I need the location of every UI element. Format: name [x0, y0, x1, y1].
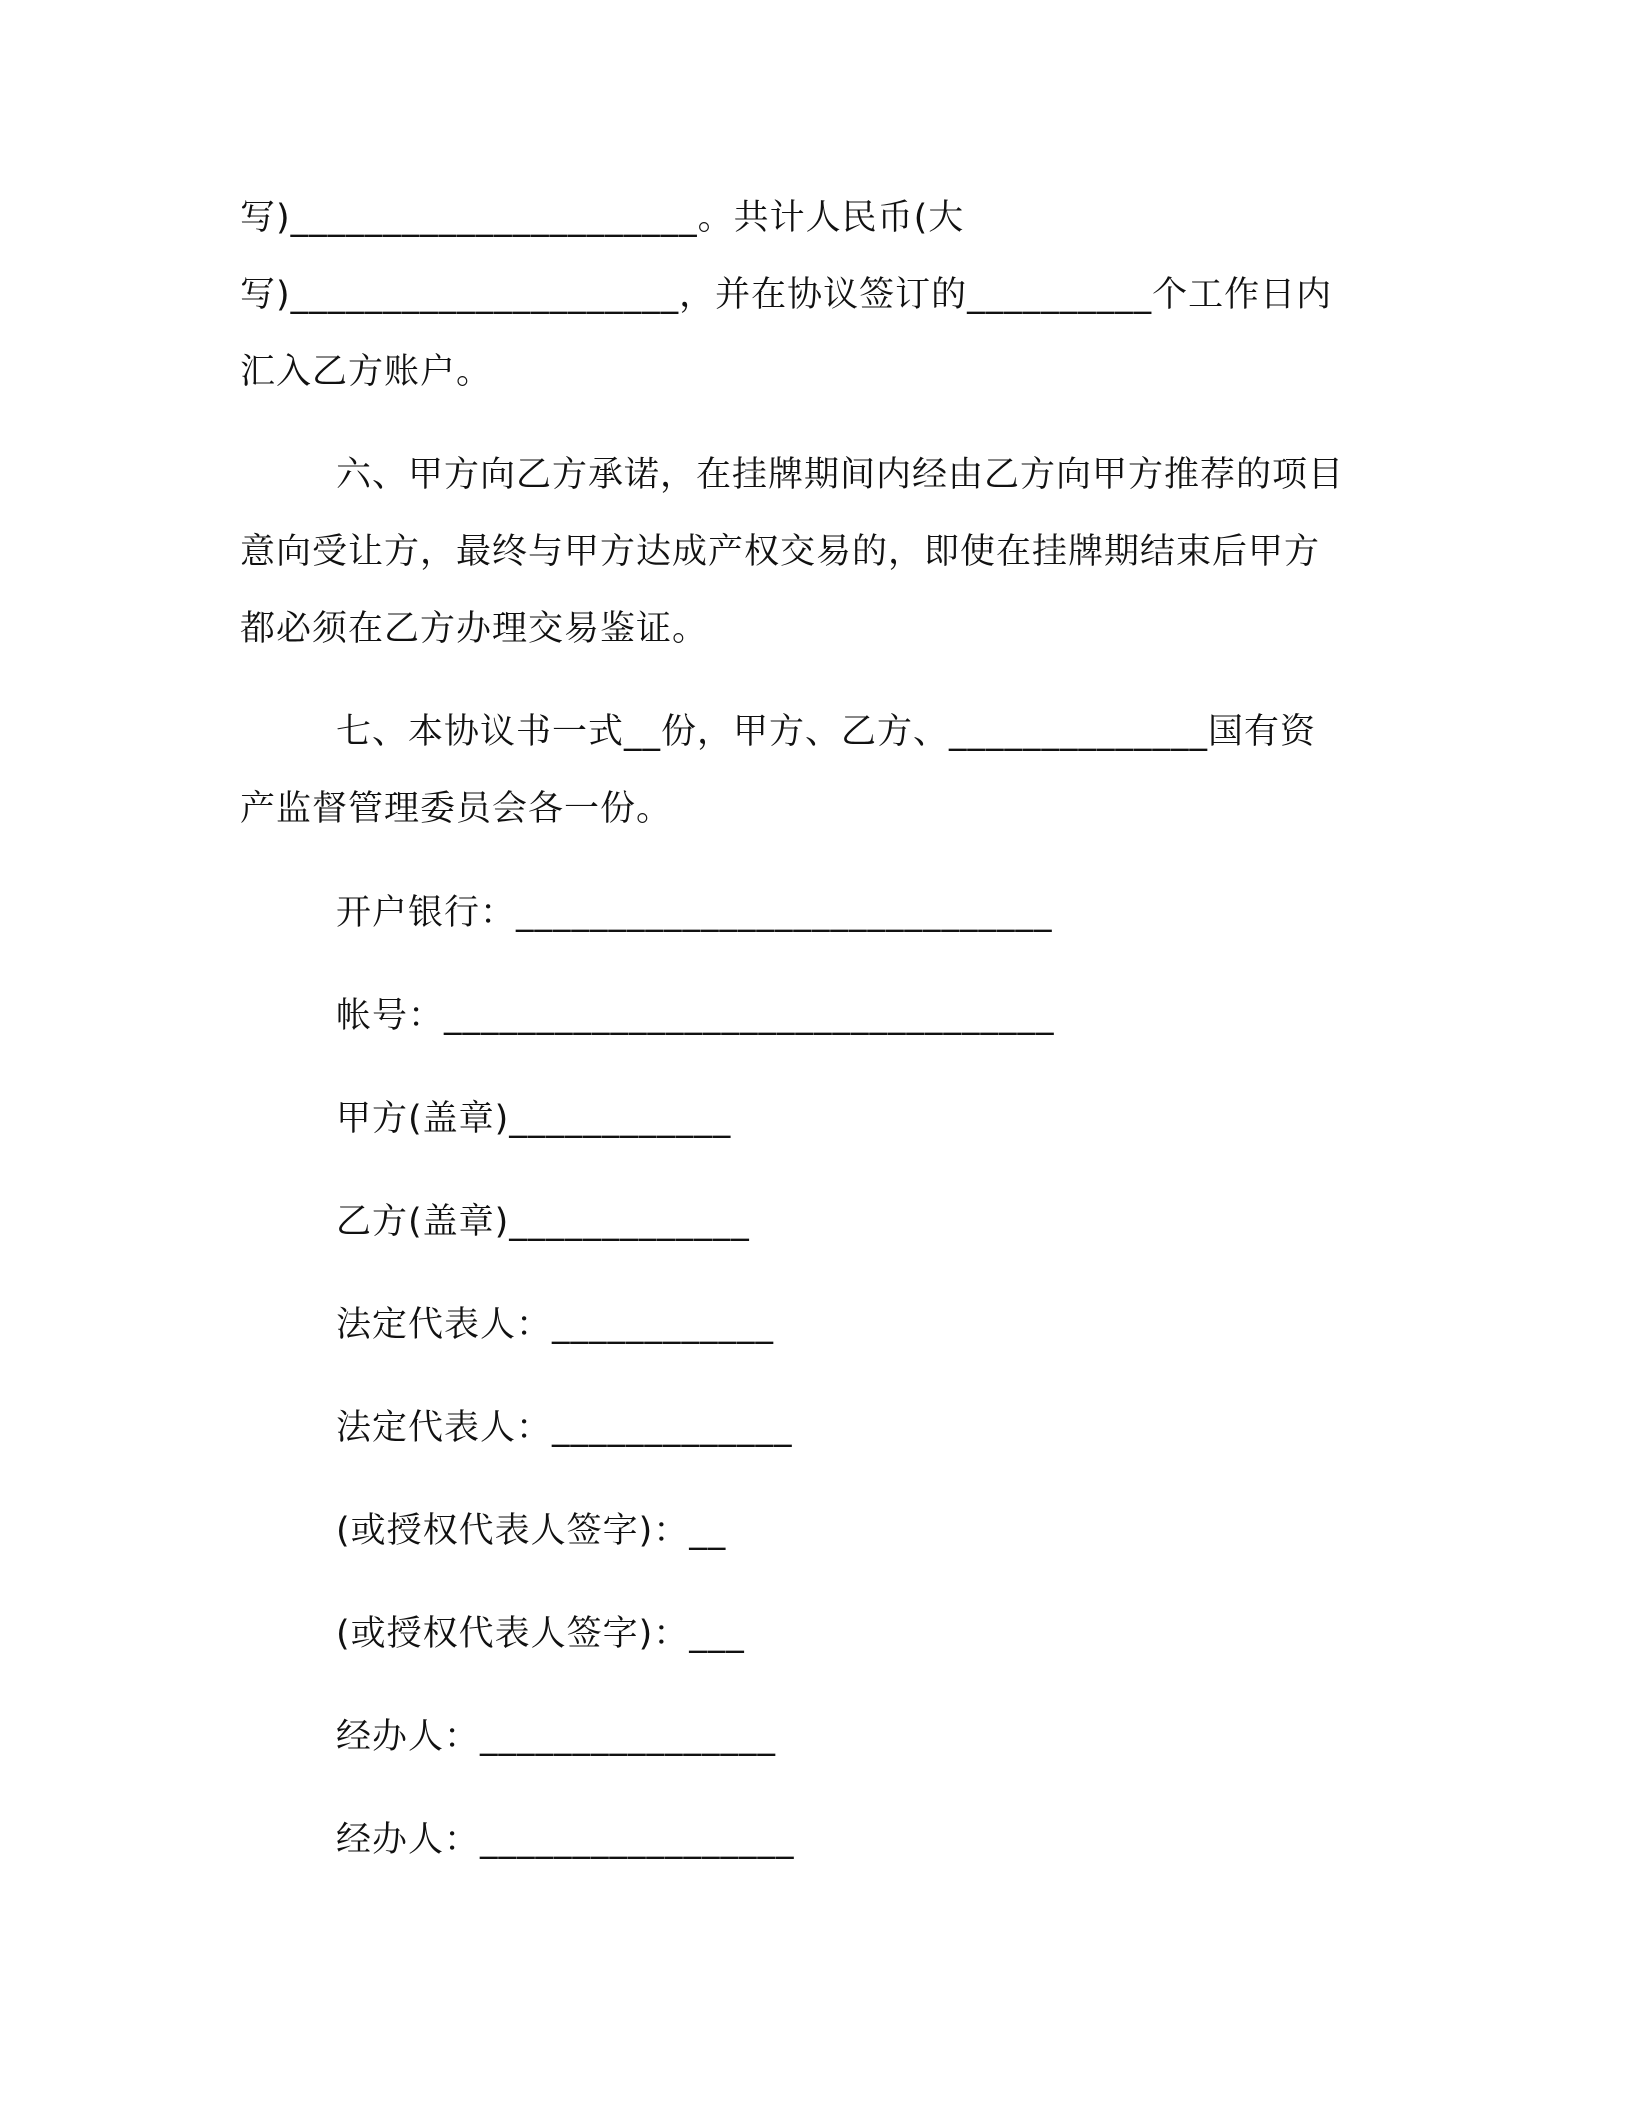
para5-line3: 汇入乙方账户。 — [240, 352, 493, 392]
field-handler-1: 经办人：________________ — [336, 1717, 777, 1757]
field-authorized-rep-2: (或授权代表人签字)：___ — [336, 1614, 745, 1654]
para5-line1: 写)______________________。共计人民币(大 — [240, 198, 965, 238]
para6-line1: 六、甲方向乙方承诺，在挂牌期间内经由乙方向甲方推荐的项目 — [336, 455, 1345, 495]
field-party-a-seal: 甲方(盖章)____________ — [336, 1099, 732, 1139]
field-legal-rep-2: 法定代表人：_____________ — [336, 1408, 793, 1448]
para5-line2: 写)_____________________，并在协议签订的__________个工作日内 — [240, 275, 1333, 315]
para7-line1: 七、本协议书一式__份，甲方、乙方、______________国有资 — [336, 712, 1317, 752]
field-account: 帐号：_________________________________ — [336, 996, 1055, 1036]
field-legal-rep-1: 法定代表人：____________ — [336, 1305, 775, 1345]
field-handler-2: 经办人：_________________ — [336, 1820, 795, 1860]
para7-line2: 产监督管理委员会各一份。 — [240, 789, 673, 829]
field-bank: 开户银行：_____________________________ — [336, 893, 1053, 933]
field-authorized-rep-1: (或授权代表人签字)：__ — [336, 1511, 727, 1551]
para6-line3: 都必须在乙方办理交易鉴证。 — [240, 609, 709, 649]
para6-line2: 意向受让方，最终与甲方达成产权交易的，即使在挂牌期结束后甲方 — [240, 532, 1321, 572]
field-party-b-seal: 乙方(盖章)_____________ — [336, 1202, 750, 1242]
